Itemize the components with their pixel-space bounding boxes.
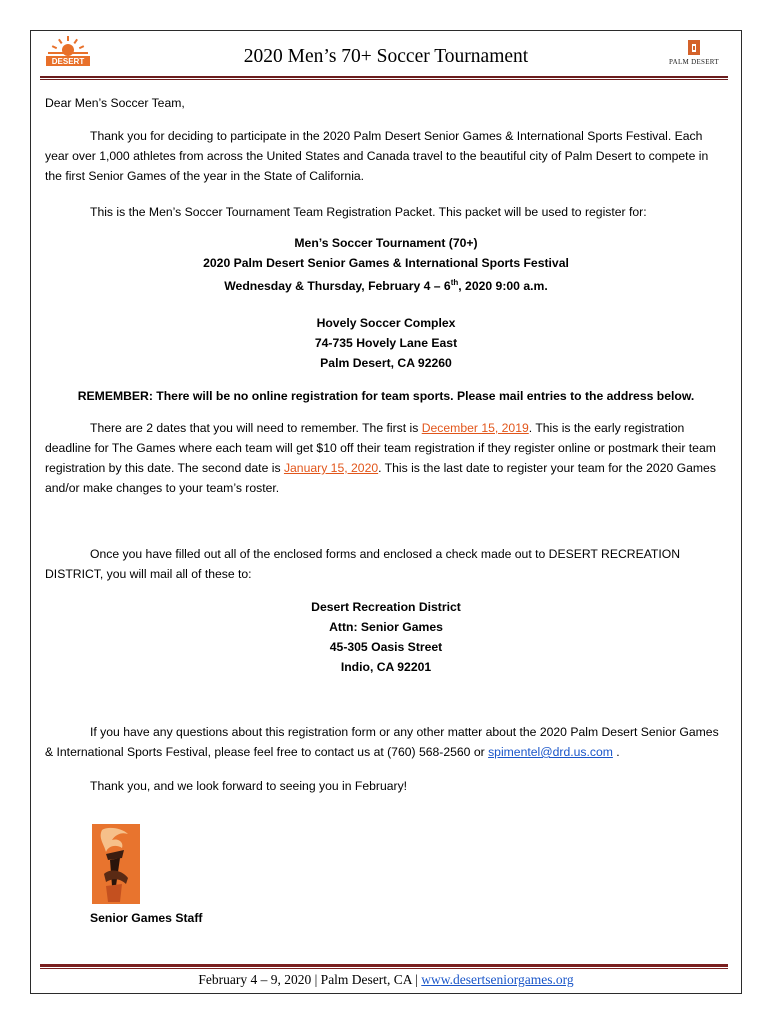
early-deadline-link[interactable]: December 15, 2019 (421, 421, 529, 435)
venue-address (45, 313, 727, 373)
final-deadline-link[interactable]: January 15, 2020 (283, 461, 379, 475)
venue-name: Hovely Soccer Complex (316, 316, 456, 330)
svg-text:DESERT: DESERT (51, 57, 85, 66)
packet-paragraph: This is the Men’s Soccer Tournament Team Registration Packet. This packet will be used to register for: (90, 205, 647, 219)
palm-desert-emblem-icon (666, 38, 722, 58)
footer-text: February 4 – 9, 2020 | Palm Desert, CA | (198, 972, 422, 987)
header-divider (40, 76, 728, 80)
mail-attention: Attn: Senior Games (329, 620, 443, 634)
website-link[interactable]: www.desertseniorgames.org (421, 972, 574, 987)
torch-logo-icon (92, 824, 140, 904)
event-festival: 2020 Palm Desert Senior Games & International Sports Festival (203, 256, 569, 270)
palm-desert-logo-text: PALM DESERT (669, 58, 719, 66)
closing-line: Thank you, and we look forward to seeing you in February! (90, 779, 408, 793)
remember-notice: REMEMBER: There will be no online registration for team sports. Please mail entries to the address below. (77, 389, 695, 403)
page-header (30, 30, 742, 76)
venue-city: Palm Desert, CA 92260 (320, 356, 452, 370)
event-name: Men’s Soccer Tournament (70+) (294, 236, 478, 250)
contact-email-link[interactable]: spimentel@drd.us.com (488, 745, 613, 759)
questions-paragraph: If you have any questions about this registration form or any other matter about the 2020 Palm Desert Senior Games & International Sports Festival, please feel free to contact us at (760) 568-2560 or spimentel@drd.us.com . (45, 725, 719, 759)
mail-address (45, 597, 727, 677)
event-details (45, 233, 727, 296)
dates-paragraph: There are 2 dates that you will need to remember. The first is December 15, 2019. This is the early registration deadline for The Games where each team will get $10 off their team registration if they register online or postmark their team registration by this date. The second date is January 15, 2020. This is the last date to register your team for the 2020 Games and/or make changes to your team’s roster. (45, 421, 716, 495)
mail-street: 45-305 Oasis Street (329, 640, 443, 654)
page-title: 2020 Men’s 70+ Soccer Tournament (243, 46, 529, 67)
greeting: Dear Men’s Soccer Team, (45, 96, 185, 110)
mail-city: Indio, CA 92201 (340, 660, 432, 674)
signature: Senior Games Staff (90, 911, 203, 925)
palm-desert-logo (666, 38, 722, 68)
mail-recipient: Desert Recreation District (311, 600, 461, 614)
venue-street: 74-735 Hovely Lane East (314, 336, 458, 350)
mail-instructions: Once you have filled out all of the enclosed forms and enclosed a check made out to DESERT RECREATION DISTRICT, you will mail all of these to: (45, 547, 681, 581)
event-dates: Wednesday & Thursday, February 4 – 6th, 2020 9:00 a.m. (224, 278, 548, 294)
footer-divider (40, 964, 728, 969)
intro-paragraph: Thank you for deciding to participate in the 2020 Palm Desert Senior Games & International Sports Festival. Each year over 1,000 athletes from across the United States and Canada travel to the beautiful city of Palm Desert to compete in the first Senior Games of the year in the State of California. (45, 129, 709, 183)
page-footer (30, 972, 742, 988)
